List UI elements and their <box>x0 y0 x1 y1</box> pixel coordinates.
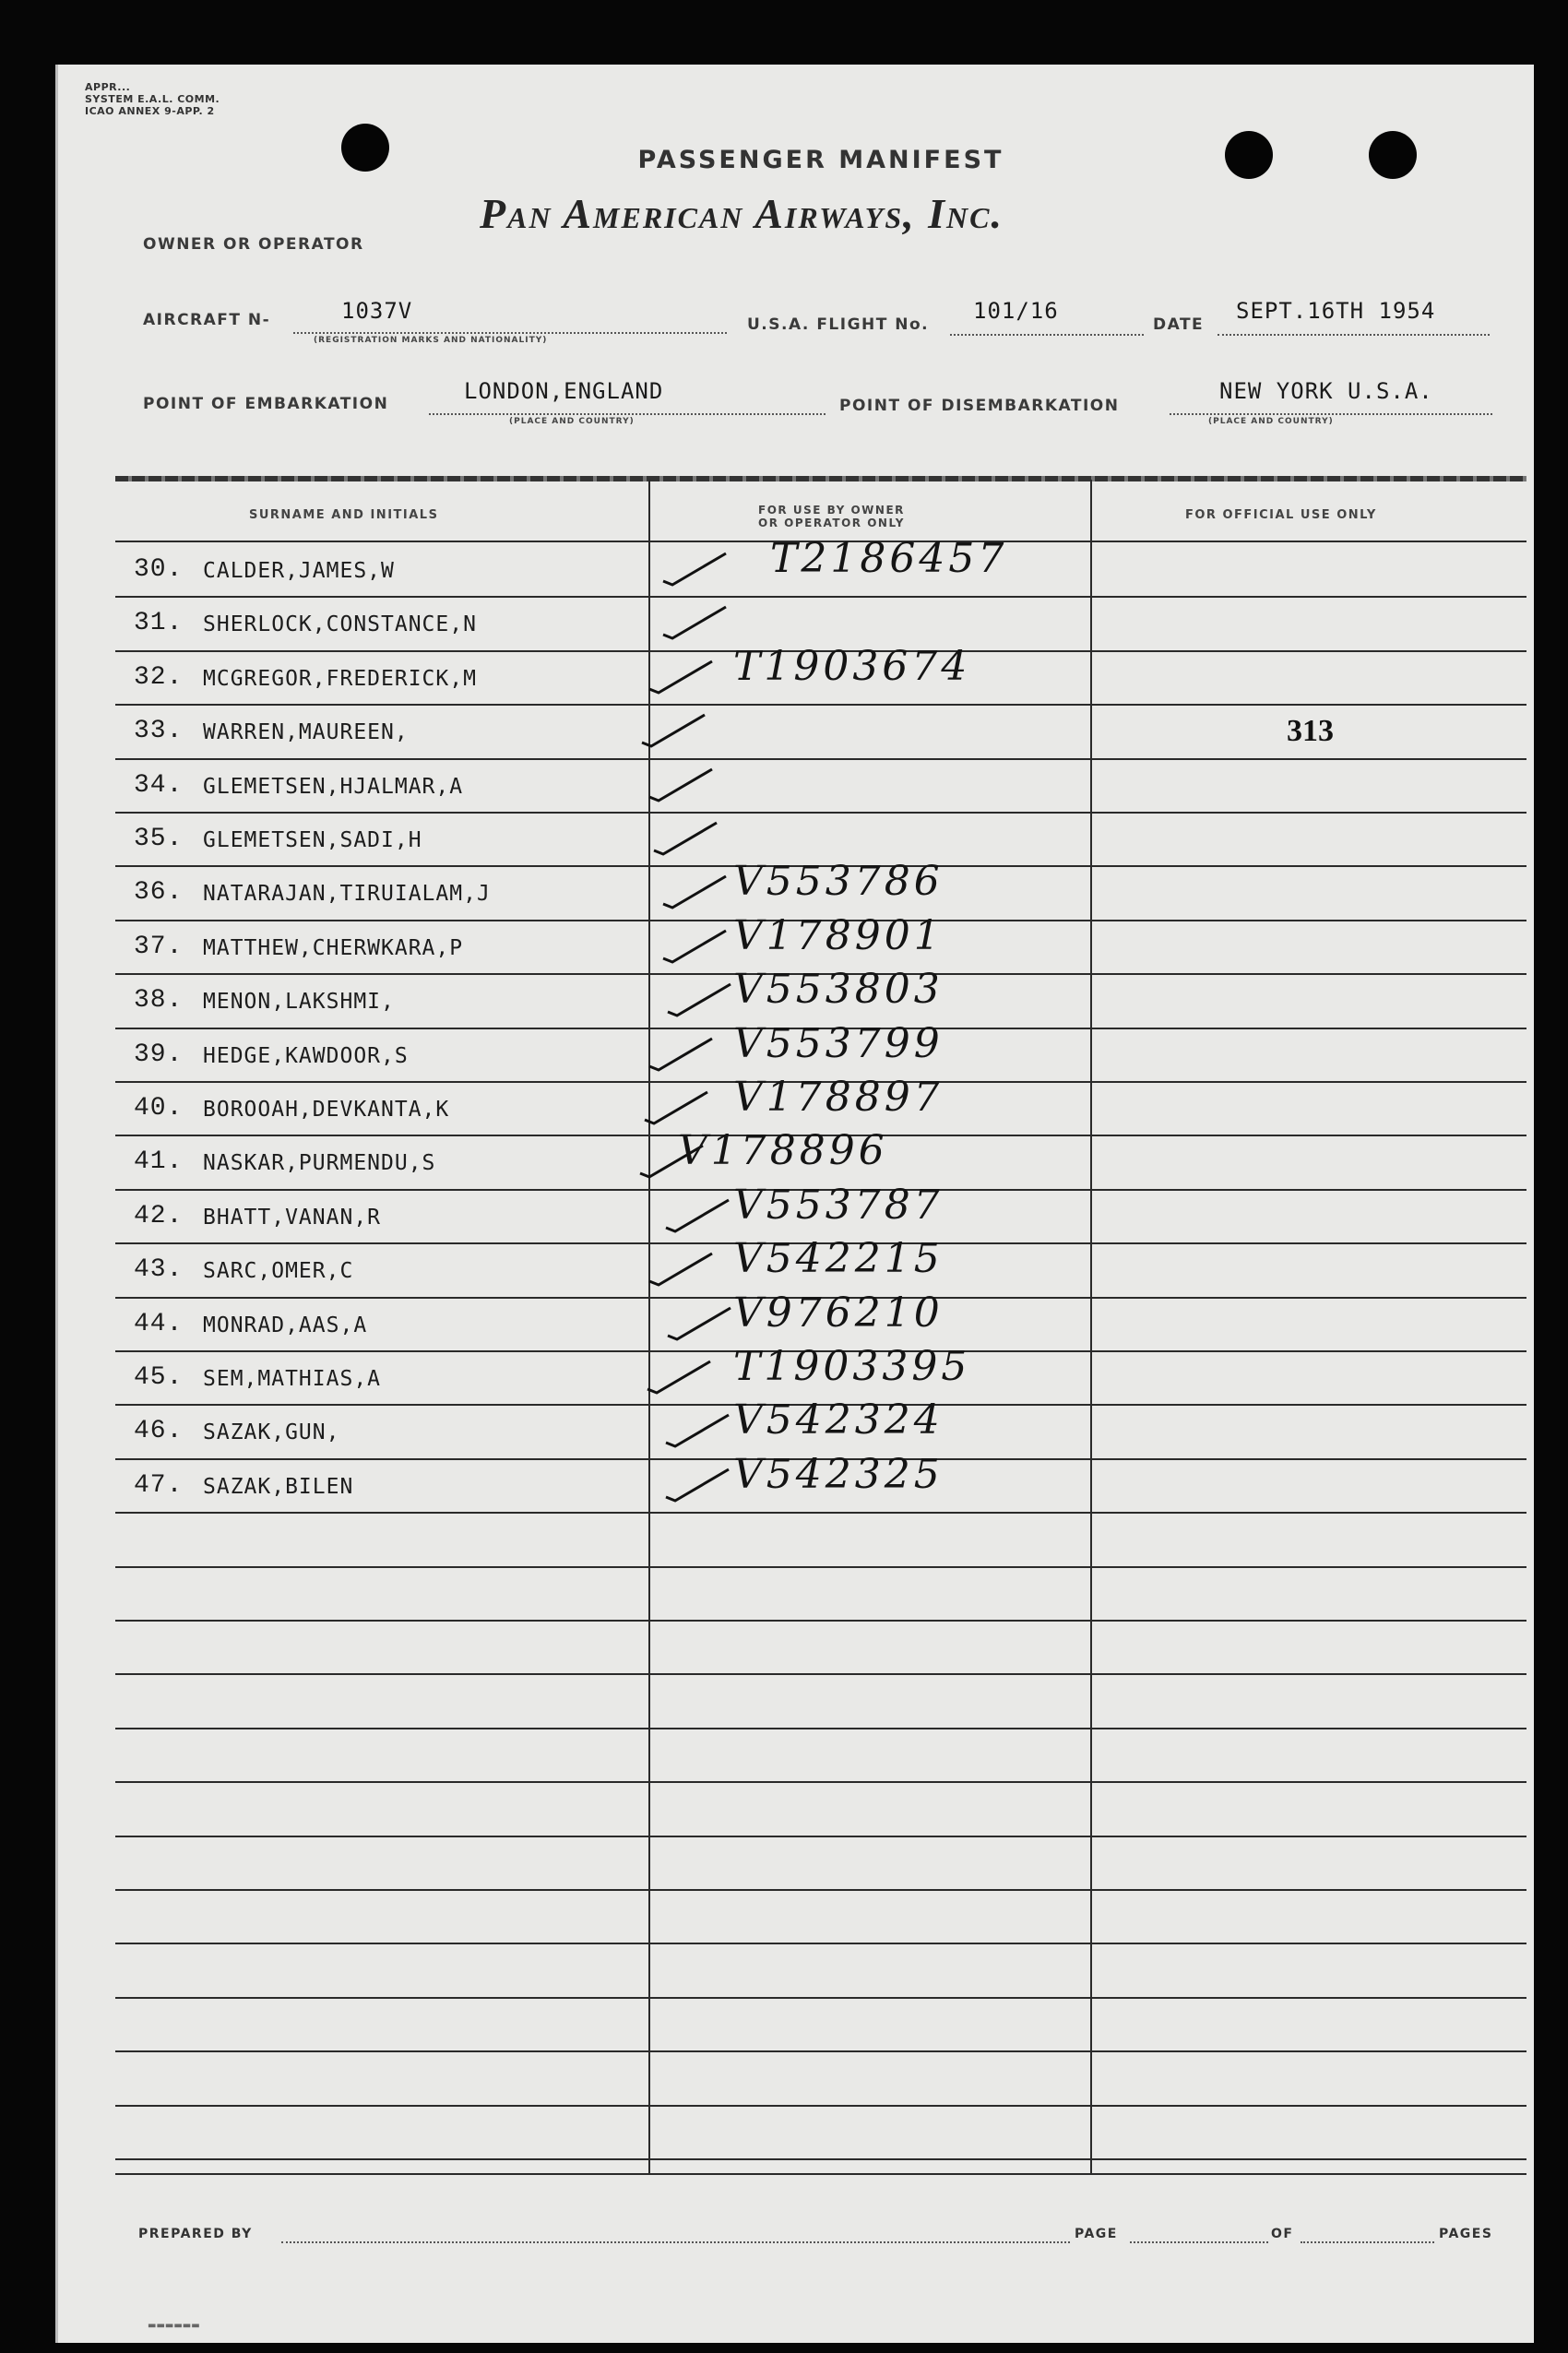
form-code-mark: ▬▬▬▬▬▬ <box>148 2321 200 2331</box>
disembark-label: POINT OF DISEMBARKATION <box>839 397 1120 415</box>
document-number: T1903674 <box>733 643 971 690</box>
disembark-sub: (PLACE AND COUNTRY) <box>1208 417 1334 426</box>
passenger-name: CALDER,JAMES,W <box>203 559 395 583</box>
document-number: V542324 <box>733 1396 944 1444</box>
check-mark-icon <box>664 977 738 1023</box>
passenger-name: HEDGE,KAWDOOR,S <box>203 1044 409 1068</box>
row-rule <box>115 704 1526 706</box>
document-number: V178897 <box>733 1074 944 1121</box>
row-rule <box>115 1566 1526 1568</box>
company-name: Pan American Airways, Inc. <box>480 190 1004 237</box>
approval-note: APPR... SYSTEM E.A.L. COMM. ICAO ANNEX 9-APP. 2 <box>85 81 220 117</box>
row-rule <box>115 758 1526 760</box>
row-number: 35. <box>134 825 184 853</box>
row-number: 37. <box>134 933 184 961</box>
date-label: DATE <box>1153 315 1205 334</box>
row-number: 46. <box>134 1417 184 1445</box>
page-label: PAGE <box>1075 2227 1118 2241</box>
check-mark-icon <box>641 1085 715 1131</box>
document-number: V553786 <box>733 858 944 905</box>
passenger-name: GLEMETSEN,SADI,H <box>203 828 422 852</box>
document-number: V553787 <box>733 1182 944 1229</box>
row-number: 44. <box>134 1310 184 1338</box>
row-rule <box>115 1889 1526 1891</box>
aircraft-sub: (REGISTRATION MARKS AND NATIONALITY) <box>314 336 548 345</box>
col-official-header: FOR OFFICIAL USE ONLY <box>1185 508 1377 522</box>
disembark-value: NEW YORK U.S.A. <box>1219 378 1433 404</box>
punch-hole <box>1225 131 1273 179</box>
passenger-name: NASKAR,PURMENDU,S <box>203 1151 436 1175</box>
table-top-rule <box>115 476 1526 481</box>
col-name-header: SURNAME AND INITIALS <box>249 508 439 522</box>
pages-label: PAGES <box>1439 2227 1493 2241</box>
punch-hole <box>1369 131 1417 179</box>
row-rule <box>115 1620 1526 1622</box>
document-number: V542325 <box>733 1451 944 1498</box>
embark-label: POINT OF EMBARKATION <box>143 395 389 413</box>
row-number: 32. <box>134 663 184 692</box>
form-title: PASSENGER MANIFEST <box>637 146 1004 174</box>
document-number: V178896 <box>678 1127 888 1174</box>
embark-underline <box>429 413 826 415</box>
column-divider <box>1090 480 1092 2173</box>
check-mark-icon <box>646 1246 719 1292</box>
check-mark-icon <box>646 1031 719 1077</box>
owner-label: OWNER OR OPERATOR <box>143 235 364 254</box>
check-mark-icon <box>662 1193 736 1239</box>
passenger-name: SARC,OMER,C <box>203 1259 354 1283</box>
prepared-underline <box>281 2241 1070 2243</box>
date-value: SEPT.16TH 1954 <box>1236 298 1436 324</box>
check-mark-icon <box>662 1462 736 1508</box>
document-number: V976210 <box>733 1289 944 1337</box>
check-mark-icon <box>644 1354 718 1400</box>
check-mark-icon <box>659 923 733 969</box>
check-mark-icon <box>638 707 712 754</box>
passenger-name: SAZAK,GUN, <box>203 1420 340 1444</box>
row-rule <box>115 1512 1526 1514</box>
check-mark-icon <box>664 1301 738 1347</box>
row-number: 45. <box>134 1363 184 1392</box>
embark-value: LONDON,ENGLAND <box>464 378 664 404</box>
of-underline <box>1301 2241 1434 2243</box>
check-mark-icon <box>662 1408 736 1454</box>
row-number: 31. <box>134 609 184 637</box>
page-underline <box>1130 2241 1268 2243</box>
flight-underline <box>950 334 1144 336</box>
flight-value: 101/16 <box>973 298 1059 324</box>
aircraft-label: AIRCRAFT N- <box>143 311 271 329</box>
check-mark-icon <box>646 762 719 808</box>
row-rule <box>115 812 1526 814</box>
aircraft-value: 1037V <box>341 298 413 324</box>
passenger-name: SEM,MATHIAS,A <box>203 1367 382 1391</box>
row-number: 34. <box>134 771 184 800</box>
row-rule <box>115 2105 1526 2107</box>
row-rule <box>115 2158 1526 2160</box>
passenger-name: GLEMETSEN,HJALMAR,A <box>203 775 464 799</box>
check-mark-icon <box>659 546 733 592</box>
document-number: V553799 <box>733 1020 944 1067</box>
aircraft-underline <box>293 332 727 334</box>
passenger-name: MCGREGOR,FREDERICK,M <box>203 667 477 691</box>
row-number: 30. <box>134 555 184 584</box>
row-rule <box>115 1728 1526 1729</box>
document-number: V553803 <box>733 966 944 1013</box>
row-number: 36. <box>134 878 184 907</box>
passenger-name: MENON,LAKSHMI, <box>203 990 395 1014</box>
passenger-name: MONRAD,AAS,A <box>203 1313 368 1337</box>
check-mark-icon <box>650 815 724 862</box>
row-rule <box>115 1781 1526 1783</box>
official-note: 313 <box>1287 714 1334 748</box>
date-underline <box>1218 334 1490 336</box>
check-mark-icon <box>646 654 719 700</box>
embark-sub: (PLACE AND COUNTRY) <box>509 417 635 426</box>
passenger-name: NATARAJAN,TIRUIALAM,J <box>203 882 491 906</box>
passenger-name: BOROOAH,DEVKANTA,K <box>203 1098 450 1122</box>
row-rule <box>115 2050 1526 2052</box>
passenger-name: SAZAK,BILEN <box>203 1475 354 1499</box>
row-rule <box>115 1943 1526 1944</box>
row-number: 47. <box>134 1471 184 1500</box>
table-bottom-rule <box>115 2173 1526 2175</box>
row-rule <box>115 1997 1526 1999</box>
row-rule <box>115 596 1526 598</box>
check-mark-icon <box>659 869 733 915</box>
passenger-name: WARREN,MAUREEN, <box>203 720 409 744</box>
passenger-name: BHATT,VANAN,R <box>203 1206 382 1230</box>
passenger-name: MATTHEW,CHERWKARA,P <box>203 936 464 960</box>
document-number: T1903395 <box>733 1343 971 1390</box>
check-mark-icon <box>659 600 733 646</box>
punch-hole <box>341 124 389 172</box>
passenger-name: SHERLOCK,CONSTANCE,N <box>203 612 477 636</box>
row-rule <box>115 1836 1526 1837</box>
row-number: 39. <box>134 1040 184 1069</box>
row-number: 41. <box>134 1147 184 1176</box>
document-number: V178901 <box>733 912 944 959</box>
row-number: 42. <box>134 1202 184 1230</box>
of-label: OF <box>1271 2227 1294 2241</box>
row-rule <box>115 1673 1526 1675</box>
prepared-label: PREPARED BY <box>138 2227 253 2241</box>
col-owner-header: FOR USE BY OWNER OR OPERATOR ONLY <box>758 504 905 529</box>
row-number: 33. <box>134 717 184 745</box>
row-number: 40. <box>134 1094 184 1123</box>
document-number: T2186457 <box>770 535 1008 582</box>
row-number: 43. <box>134 1255 184 1284</box>
flight-label: U.S.A. FLIGHT No. <box>747 315 930 334</box>
document-number: V542215 <box>733 1235 944 1282</box>
row-number: 38. <box>134 986 184 1015</box>
disembark-underline <box>1170 413 1492 415</box>
